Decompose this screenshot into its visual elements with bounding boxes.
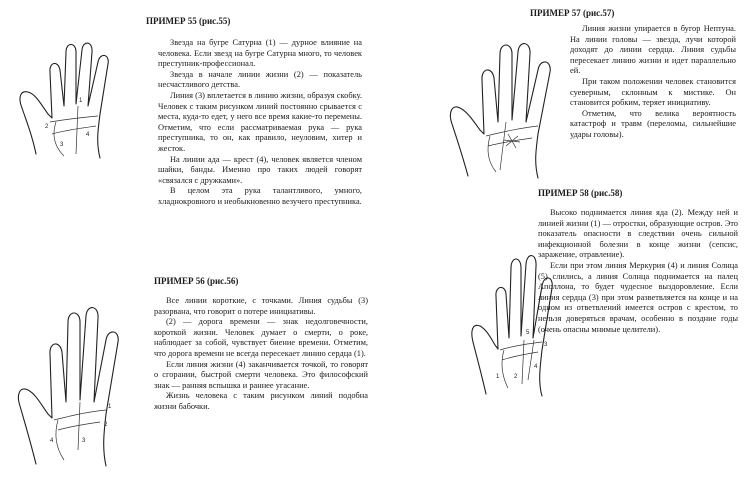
fig55-label-4: 4	[86, 132, 90, 138]
fig58-label-3: 3	[544, 342, 548, 348]
fig56-label-2: 2	[104, 422, 108, 428]
fig58-label-5: 5	[526, 330, 530, 336]
paragraph: Линия жизни упирается в бугор Нептуна. На линии головы — звезда, лучи которой доходят до линии сердца. Линия судьбы пересекает линию жизни и идет параллельно ей.	[570, 24, 736, 76]
paragraph: Все линии короткие, с точками. Линия судьбы (3) разорвана, что говорит о потере инициативы.	[154, 296, 368, 316]
example-56	[154, 276, 370, 413]
example-56-title: ПРИМЕР 56 (рис.56)	[154, 276, 239, 286]
paragraph: Жизнь человека с таким рисунком линий подобна жизни бабочки.	[154, 391, 368, 411]
example-58	[538, 188, 738, 335]
example-55	[146, 16, 364, 208]
example-55-text	[158, 38, 362, 208]
hand-figure-56	[14, 270, 144, 470]
example-58-text	[538, 208, 738, 335]
fig58-label-2: 2	[514, 374, 518, 380]
fig58-label-4: 4	[534, 364, 538, 370]
fig58-label-1: 1	[496, 374, 500, 380]
example-57-text	[570, 24, 736, 141]
paragraph: Линия (3) вплетается в линию жизни, образуя скобку. Человек с таким рисунком линий постоянно срывается с места, куда-то едет, у него все время какие-то перемены. Отметим, что если рассматриваемая рука — рука преступника, то он, как правило, неуловим, хитер и жесток.	[158, 90, 362, 153]
paragraph: (2) — дорога времени — знак недолговечности, короткой жизни. Человек думает о смерти, о роке, наблюдает за собой, чувствует биение времени. Отметим, что дорога времени не всегда пересекает линию сердца (1).	[154, 317, 368, 358]
fig56-label-1: 1	[108, 404, 112, 410]
paragraph: На линии ада — крест (4), человек является членом шайки, банды. Именно про таких людей говорят «связался с дружками».	[158, 154, 362, 185]
fig55-label-2: 2	[45, 124, 49, 130]
paragraph: Если при этом линия Меркурия (4) и линия Солнца (5) слились, а линия Солнца поднимается на палец Аполлона, то будет чудесное выздоровление. Если линия сердца (3) при этом разветвляется на конце и на одном из ответвлений имеется остров с крестом, то нельзя доверяться врачам, особенно в поздние годы (очень опасны мнимые целители).	[538, 260, 738, 334]
example-57-title: ПРИМЕР 57 (рис.57)	[530, 8, 615, 18]
paragraph: Высоко поднимается линия яда (2). Между ней и линией жизни (1) — отростки, образующие остров. Это показатель опасности в следствии очень сильной инфекционной болезни в конце жизни (сепсис, заражение, отравление).	[538, 208, 738, 260]
example-55-title: ПРИМЕР 55 (рис.55)	[146, 16, 231, 26]
fig56-label-4: 4	[50, 438, 54, 444]
fig55-label-1: 1	[79, 98, 83, 104]
paragraph: Звезда в начале линии жизни (2) — показатель несчастливого детства.	[158, 69, 362, 90]
hand-figure-55	[16, 22, 144, 162]
paragraph: Звезда на бугре Сатурна (1) — дурное влияние на человека. Если звезд на бугре Сатурна много, то человек преступник-профессионал.	[158, 38, 362, 69]
paragraph: В целом эта рука талантливого, умного, хладнокровного и необыкновенно везучего преступника.	[158, 186, 362, 206]
fig56-label-3: 3	[82, 438, 86, 444]
paragraph: При таком положении человек становится суеверным, склонным к мистике. Он становится робким, теряет инициативу.	[570, 76, 736, 108]
example-56-text	[154, 296, 368, 413]
example-57	[530, 8, 736, 141]
example-58-title: ПРИМЕР 58 (рис.58)	[538, 188, 623, 198]
fig55-label-3: 3	[60, 142, 64, 148]
paragraph: Если линия жизни (4) заканчивается точкой, то говорят о сгорании, быстрой смерти человека. Это философский знак — ранняя вспышка и раннее угасание.	[154, 359, 368, 390]
paragraph: Отметим, что велика вероятность катастроф и травм (переломы, сильнейшие удары головы).	[570, 108, 736, 139]
